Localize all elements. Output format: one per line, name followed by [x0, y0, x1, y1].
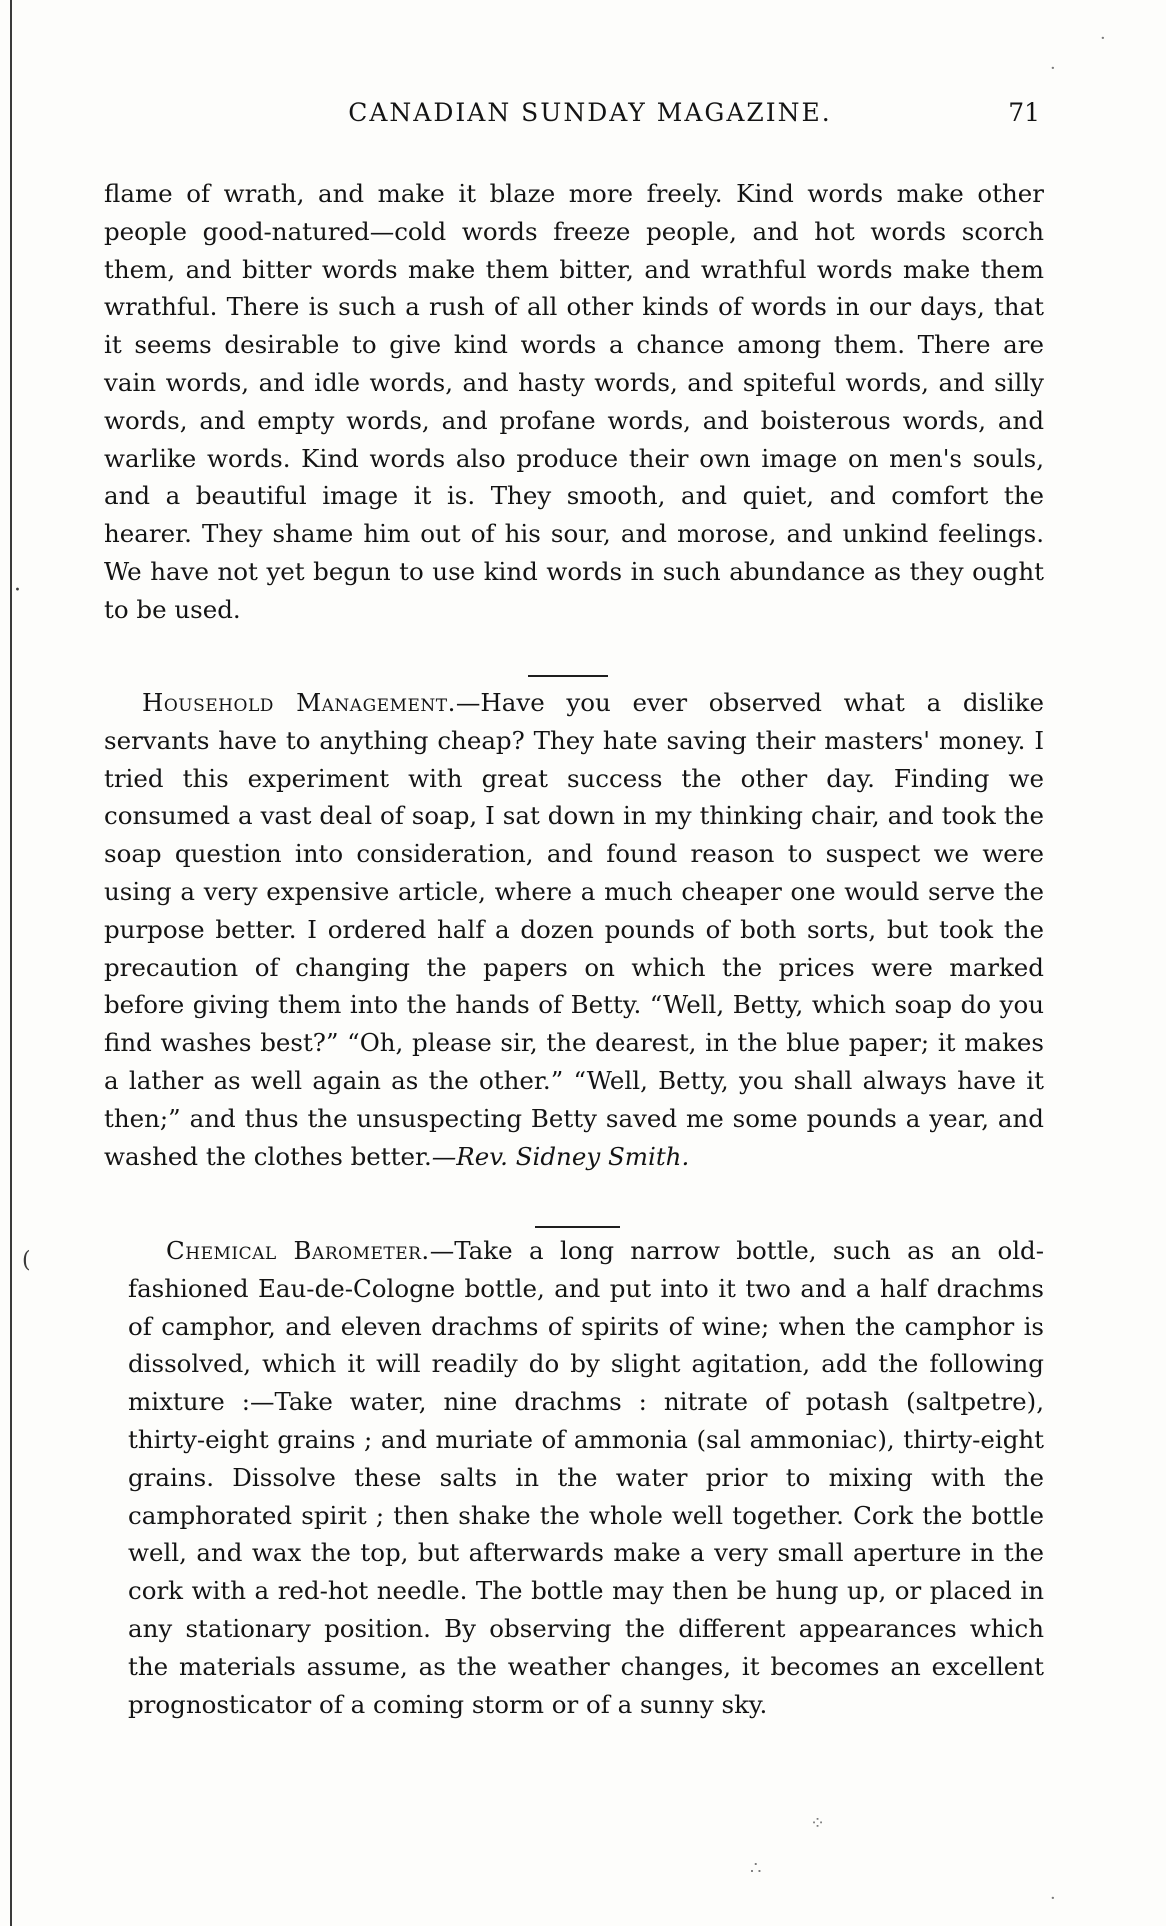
paragraph-chemical-barometer	[128, 1232, 1044, 1723]
paragraph-household-management	[104, 684, 1044, 1175]
section-divider	[528, 675, 608, 677]
scan-speck: ·	[1050, 58, 1056, 79]
section-heading: Household Management.	[142, 688, 456, 717]
page-number: 71	[1008, 98, 1040, 127]
margin-speck-mark: ·	[14, 578, 21, 603]
section-divider	[535, 1226, 620, 1228]
section-text: —Have you ever observed what a dislike servants have to anything cheap? They hate saving their masters' money. I tried this experiment with great success the other day. Finding we consumed a vast deal of soap, I sat down in my thinking chair, and took the soap question into consideration, and found reason to suspect we were using a very expensive article, where a much cheaper one would serve the purpose better. I ordered half a dozen pounds of both sorts, but took the precaution of changing the papers on which the prices were marked before giving them into the hands of Betty. “Well, Betty, which soap do you find washes best?” “Oh, please sir, the dearest, in the blue paper; it makes a lather as well again as the other.” “Well, Betty, you shall always have it then;” and thus the unsuspecting Betty saved me some pounds a year, and washed the clothes better.	[104, 688, 1044, 1171]
paragraph-kind-words	[104, 175, 1044, 629]
paragraph-body	[104, 684, 1044, 1175]
margin-bracket-mark: (	[22, 1248, 31, 1273]
section-text: —Take a long narrow bottle, such as an old-fashioned Eau-de-Cologne bottle, and put into it two and a half drachms of camphor, and eleven drachms of spirits of wine; when the camphor is dissolved, which it will readily do by slight agitation, add the following mixture :—Take water, nine drachms : nitrate of potash (saltpetre), thirty-eight grains ; and muriate of ammonia (sal ammoniac), thirty-eight grains. Dissolve these salts in the water prior to mixing with the camphorated spirit ; then shake the whole well together. Cork the bottle well, and wax the top, but afterwards make a very small aperture in the cork with a red-hot needle. The bottle may then be hung up, or placed in any stationary position. By observing the different appearances which the materials assume, as the weather changes, it becomes an excellent prognosticator of a coming storm or of a sunny sky.	[128, 1236, 1045, 1719]
scan-speck: ·	[1100, 28, 1106, 49]
running-title: CANADIAN SUNDAY MAGAZINE.	[348, 98, 832, 127]
scan-speck: ⁘	[810, 1813, 826, 1834]
attribution: —Rev. Sidney Smith.	[431, 1141, 690, 1171]
binding-edge	[10, 0, 12, 1926]
running-header	[140, 98, 1040, 138]
paragraph-text: flame of wrath, and make it blaze more freely. Kind words make other people good-natured—cold words freeze people, and hot words scorch them, and bitter words make them bitter, and wrathful words make them wrathful. There is such a rush of all other kinds of words in our days, that it seems desirable to give kind words a chance among them. There are vain words, and idle words, and hasty words, and spiteful words, and silly words, and empty words, and profane words, and boisterous words, and warlike words. Kind words also produce their own image on men's souls, and a beautiful image it is. They smooth, and quiet, and comfort the hearer. They shame him out of his sour, and morose, and unkind feelings. We have not yet begun to use kind words in such abundance as they ought to be used.	[104, 179, 1044, 624]
paragraph-body	[128, 1232, 1044, 1723]
scan-speck: ∴	[750, 1858, 762, 1879]
section-heading: Chemical Barometer.	[166, 1236, 430, 1265]
scan-speck: ·	[1050, 1888, 1056, 1909]
